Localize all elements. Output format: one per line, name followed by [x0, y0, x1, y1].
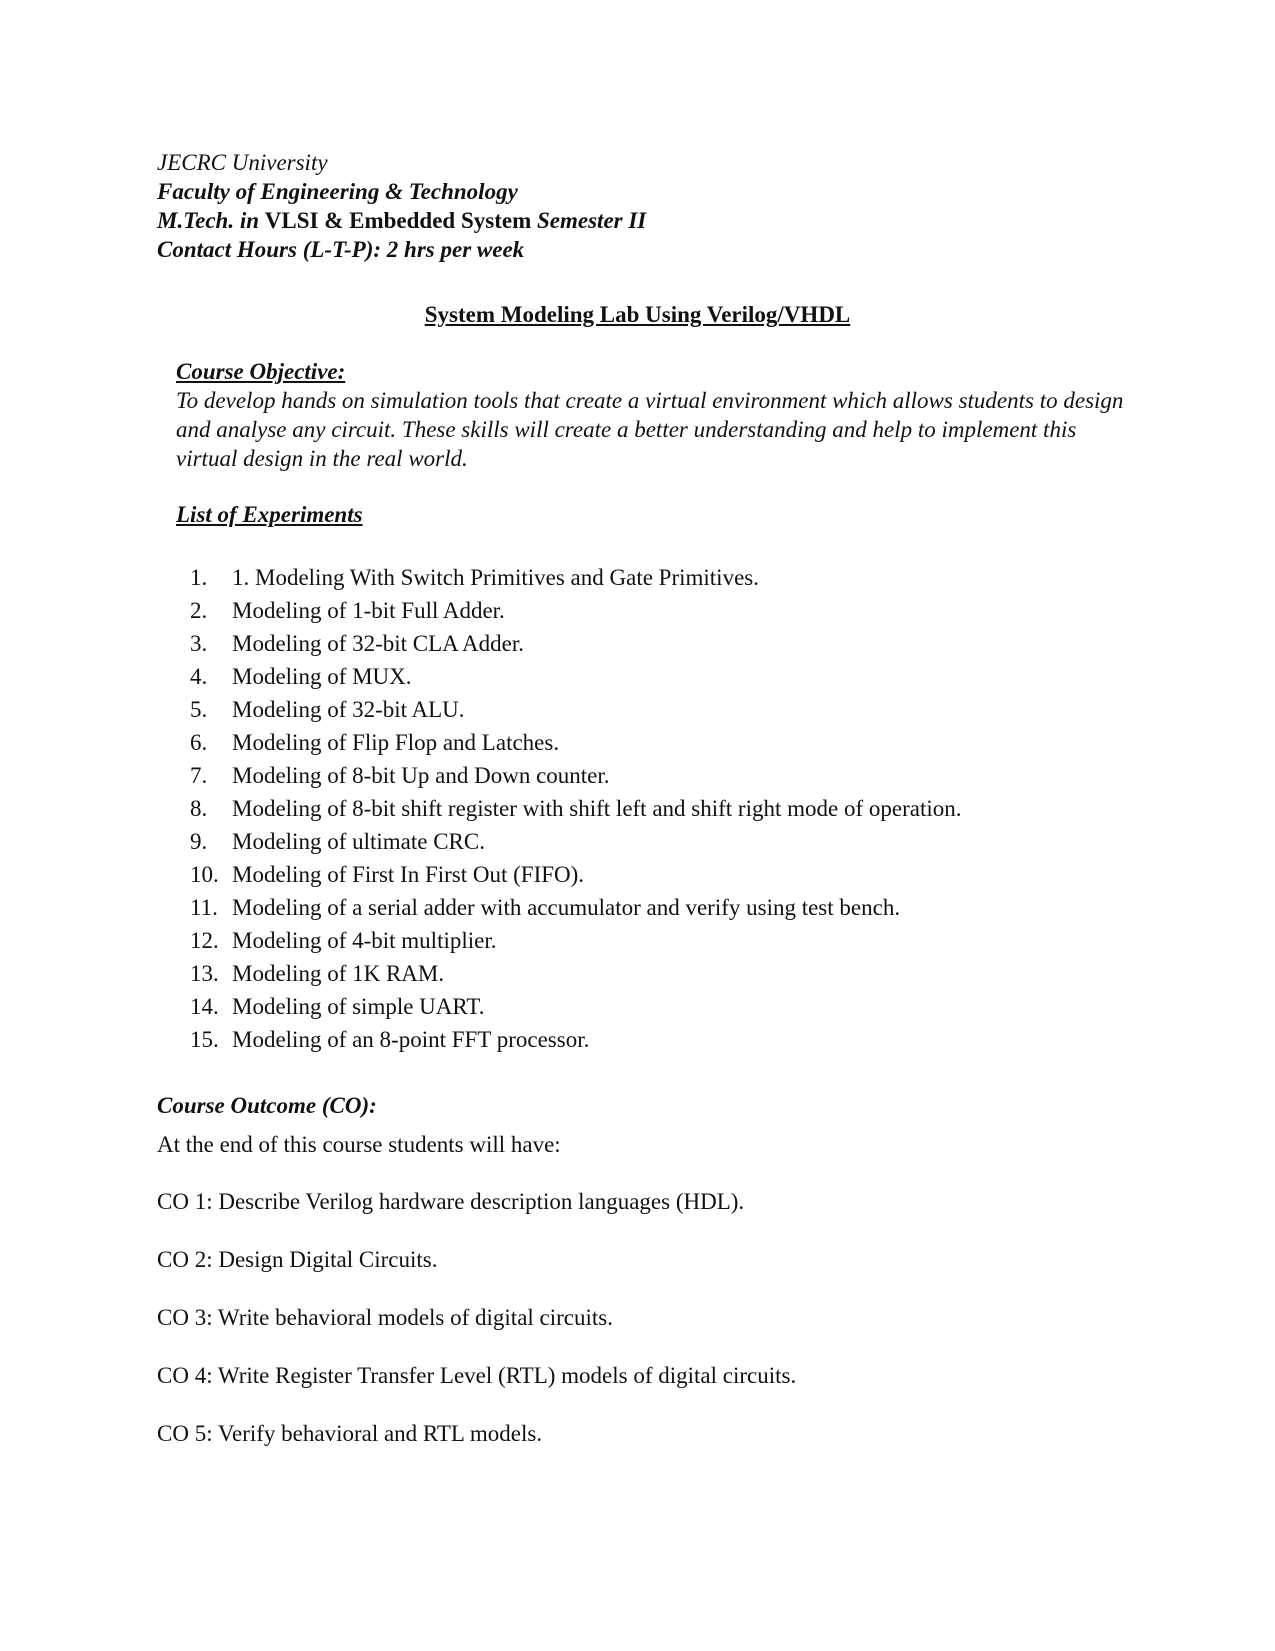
course-objective-section [176, 357, 1136, 473]
list-item-number: 8. [190, 796, 208, 821]
course-outcome-item: CO 4: Write Register Transfer Level (RTL) models of digital circuits. [157, 1363, 797, 1388]
course-outcome-item: CO 3: Write behavioral models of digital circuits. [157, 1305, 613, 1330]
list-item-number: 15. [190, 1027, 219, 1052]
list-item-number: 11. [190, 895, 218, 920]
list-item [190, 825, 961, 858]
list-item-number: 1. [190, 565, 208, 590]
list-item-text: Modeling of 8-bit Up and Down counter. [232, 763, 610, 788]
list-item-text: Modeling of an 8-point FFT processor. [232, 1027, 590, 1052]
experiments-list [190, 561, 961, 1056]
list-item-text: Modeling of 1K RAM. [232, 961, 445, 986]
course-header [157, 148, 646, 264]
course-outcome-item: CO 2: Design Digital Circuits. [157, 1247, 438, 1272]
list-item [190, 627, 961, 660]
list-item [190, 726, 961, 759]
list-item-number: 12. [190, 928, 219, 953]
program-prefix: M.Tech. in [157, 208, 260, 233]
list-item-text: Modeling of simple UART. [232, 994, 485, 1019]
list-item [190, 891, 961, 924]
list-item [190, 660, 961, 693]
list-item [190, 858, 961, 891]
list-item-text: Modeling of ultimate CRC. [232, 829, 485, 854]
objective-text: To develop hands on simulation tools that create a virtual environment which allows students to design and analyse any circuit. These skills will create a better understanding and help to implement this virtual design in the real world. [176, 388, 1124, 471]
faculty-name: Faculty of Engineering & Technology [157, 179, 518, 204]
course-outcome-item: CO 5: Verify behavioral and RTL models. [157, 1421, 543, 1446]
list-item-text: Modeling of 1-bit Full Adder. [232, 598, 505, 623]
list-item-number: 6. [190, 730, 208, 755]
list-item [190, 792, 961, 825]
list-item [190, 924, 961, 957]
list-item [190, 759, 961, 792]
program-name: VLSI & Embedded System [264, 208, 532, 233]
list-item-number: 9. [190, 829, 208, 854]
program-line [157, 206, 646, 235]
list-item-number: 14. [190, 994, 219, 1019]
experiments-heading: List of Experiments [176, 502, 363, 527]
outcome-heading: Course Outcome (CO): [157, 1093, 377, 1118]
list-item-text: Modeling of MUX. [232, 664, 412, 689]
list-item [190, 594, 961, 627]
list-item [190, 1023, 961, 1056]
list-item-number: 13. [190, 961, 219, 986]
list-item-number: 5. [190, 697, 208, 722]
list-item-number: 4. [190, 664, 208, 689]
list-item [190, 561, 961, 594]
list-item [190, 957, 961, 990]
semester: Semester II [537, 208, 647, 233]
list-item-number: 10. [190, 862, 219, 887]
page-title: System Modeling Lab Using Verilog/VHDL [424, 302, 851, 327]
list-item [190, 693, 961, 726]
list-item-number: 2. [190, 598, 208, 623]
list-item [190, 990, 961, 1023]
list-item-number: 7. [190, 763, 208, 788]
list-item-text: Modeling of Flip Flop and Latches. [232, 730, 560, 755]
list-item-text: Modeling of 32-bit CLA Adder. [232, 631, 524, 656]
contact-hours: Contact Hours (L-T-P): 2 hrs per week [157, 237, 525, 262]
objective-heading: Course Objective: [176, 359, 346, 384]
list-item-text: 1. Modeling With Switch Primitives and Gate Primitives. [232, 565, 759, 590]
course-outcome-list [157, 1187, 796, 1477]
list-item-text: Modeling of 4-bit multiplier. [232, 928, 497, 953]
list-item-text: Modeling of First In First Out (FIFO). [232, 862, 585, 887]
list-item-text: Modeling of a serial adder with accumulator and verify using test bench. [232, 895, 901, 920]
university-name: JECRC University [157, 150, 328, 175]
list-item-number: 3. [190, 631, 208, 656]
list-item-text: Modeling of 8-bit shift register with shift left and shift right mode of operation. [232, 796, 962, 821]
list-item-text: Modeling of 32-bit ALU. [232, 697, 465, 722]
outcome-intro: At the end of this course students will have: [157, 1132, 561, 1157]
course-outcome-item: CO 1: Describe Verilog hardware description languages (HDL). [157, 1189, 745, 1214]
